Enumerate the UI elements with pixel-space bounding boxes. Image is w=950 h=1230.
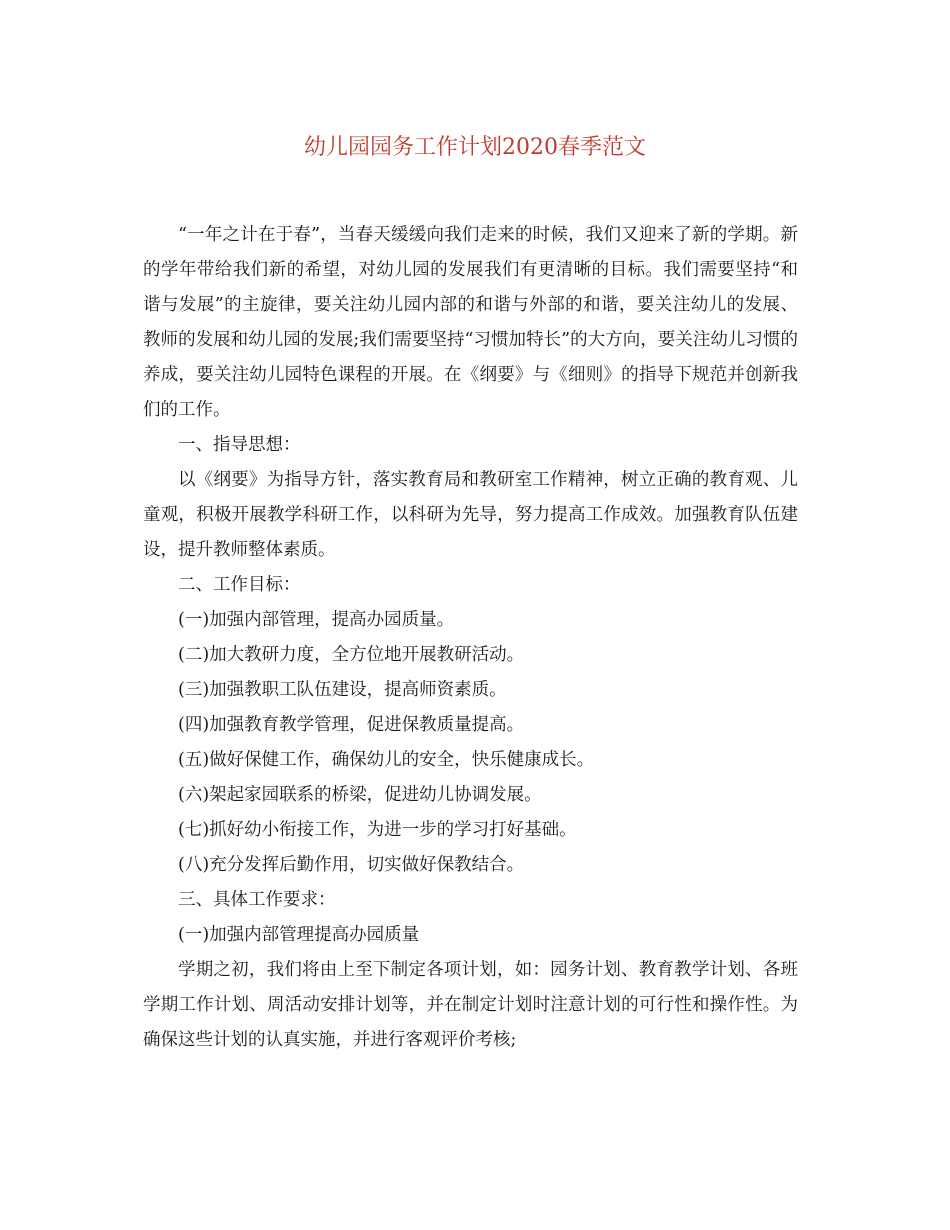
paragraph-intro: “一年之计在于春”，当春天缓缓向我们走来的时候，我们又迎来了新的学期。新的学年带给我们新的希望，对幼儿园的发展我们有更清晰的目标。我们需要坚持“和谐与发展”的主旋律，要关注幼儿园内部的和谐与外部的和谐，要关注幼儿的发展、教师的发展和幼儿园的发展;我们需要坚持“习惯加特长”的大方向，要关注幼儿习惯的养成，要关注幼儿园特色课程的开展。在《纲要》与《细则》的指导下规范并创新我们的工作。 [143, 225, 798, 420]
paragraph-guiding-ideology: 以《纲要》为指导方针，落实教育局和教研室工作精神，树立正确的教育观、儿童观，积极开展教学科研工作，以科研为先导，努力提高工作成效。加强教育队伍建设，提升教师整体素质。 [143, 470, 798, 560]
goal-item: (三)加强教职工队伍建设，提高师资素质。 [178, 680, 507, 700]
document-title: 幼儿园园务工作计划2020春季范文 [304, 135, 646, 160]
heading-guiding-ideology: 一、指导思想： [178, 435, 301, 455]
goal-item: (四)加强教育教学管理，促进保教质量提高。 [178, 715, 525, 735]
goal-item: (八)充分发挥后勤作用，切实做好保教结合。 [178, 855, 525, 875]
heading-work-goals: 二、工作目标： [178, 575, 301, 595]
paragraph-internal-management: 学期之初，我们将由上至下制定各项计划，如：园务计划、教育教学计划、各班学期工作计划、周活动安排计划等，并在制定计划时注意计划的可行性和操作性。为确保这些计划的认真实施，并进行客观评价考核; [143, 960, 798, 1050]
subheading-internal-management: (一)加强内部管理提高办园质量 [178, 925, 420, 945]
document-body [143, 218, 798, 1058]
goal-item: (一)加强内部管理，提高办园质量。 [178, 610, 455, 630]
heading-specific-requirements: 三、具体工作要求： [178, 890, 336, 910]
goal-item: (五)做好保健工作，确保幼儿的安全，快乐健康成长。 [178, 750, 595, 770]
goal-item: (六)架起家园联系的桥梁，促进幼儿协调发展。 [178, 785, 542, 805]
goal-item: (七)抓好幼小衔接工作，为进一步的学习打好基础。 [178, 820, 577, 840]
goal-item: (二)加大教研力度，全方位地开展教研活动。 [178, 645, 525, 665]
